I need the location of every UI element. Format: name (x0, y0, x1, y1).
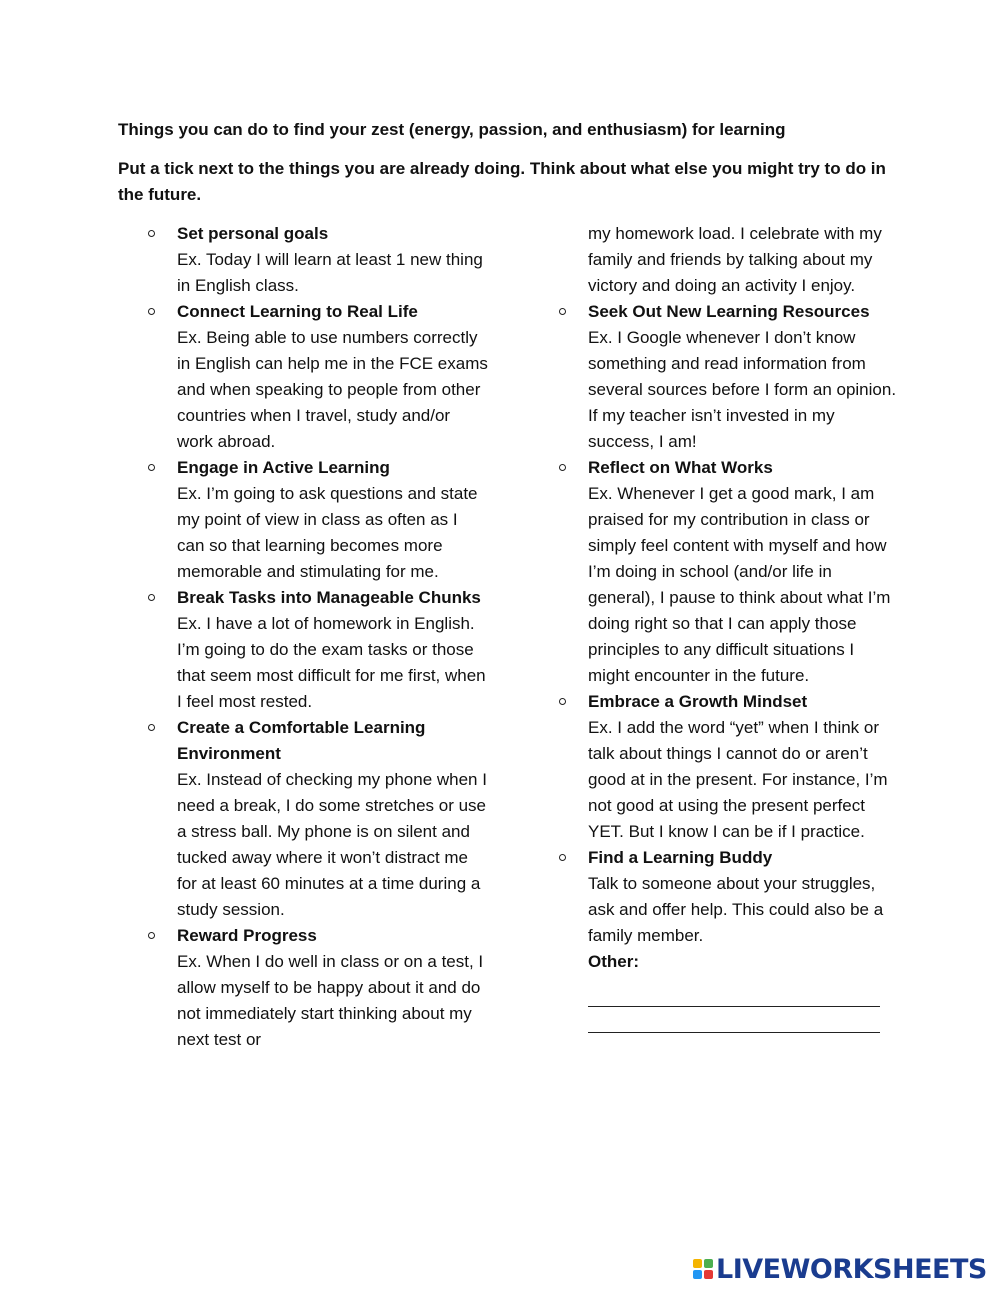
list-item (559, 845, 899, 1033)
list-item (148, 923, 488, 1053)
circle-bullet-icon (148, 724, 155, 731)
item-text: Ex. When I do well in class or on a test, I allow myself to be happy about it and do not immediately start thinking about my next test or (177, 952, 484, 1049)
logo-square-icon (693, 1259, 702, 1268)
list-item (148, 455, 488, 585)
circle-bullet-icon (559, 308, 566, 315)
list-item (148, 221, 488, 299)
circle-bullet-icon (148, 464, 155, 471)
logo-mark-icon (693, 1259, 713, 1279)
item-title: Find a Learning Buddy (588, 848, 773, 867)
list-item (559, 299, 899, 455)
right-column (559, 221, 899, 1033)
item-text-continuation: my homework load. I celebrate with my family and friends by talking about my victory and doing an activity I enjoy. (588, 224, 882, 295)
page-title: Things you can do to find your zest (energy, passion, and enthusiasm) for learning (118, 120, 786, 139)
item-title: Reflect on What Works (588, 458, 773, 477)
item-text: Talk to someone about your struggles, ask and offer help. This could also be a family member. (588, 874, 884, 945)
instructions: Put a tick next to the things you are already doing. Think about what else you might try to do in the future. (118, 159, 886, 204)
item-title: Set personal goals (177, 224, 329, 243)
logo-square-icon (704, 1270, 713, 1279)
circle-bullet-icon (559, 464, 566, 471)
item-text: Ex. Instead of checking my phone when I need a break, I do some stretches or use a stress ball. My phone is on silent and tucked away where it won’t distract me for at least 60 minutes at a time during a study session. (177, 770, 487, 919)
left-column (148, 221, 488, 1053)
other-answer-line-2[interactable] (588, 1007, 880, 1033)
list-item (148, 299, 488, 455)
item-text: Ex. Today I will learn at least 1 new thing in English class. (177, 250, 483, 295)
logo-square-icon (693, 1270, 702, 1279)
circle-bullet-icon (148, 308, 155, 315)
logo-square-icon (704, 1259, 713, 1268)
item-title: Embrace a Growth Mindset (588, 692, 808, 711)
list-item (148, 585, 488, 715)
logo-text: LIVEWORKSHEETS (716, 1253, 987, 1285)
item-title: Engage in Active Learning (177, 458, 390, 477)
circle-bullet-icon (148, 594, 155, 601)
item-title: Connect Learning to Real Life (177, 302, 418, 321)
item-text: Ex. I add the word “yet” when I think or talk about things I cannot do or aren’t good at in the present. For instance, I’m not good at using the present perfect YET. But I know I can be if I practice. (588, 718, 888, 841)
item-text: Ex. I’m going to ask questions and state my point of view in class as often as I can so that learning becomes more memorable and stimulating for me. (177, 484, 478, 581)
item-text: Ex. Whenever I get a good mark, I am praised for my contribution in class or simply feel content with myself and how I’m doing in school (and/or life in general), I pause to think about what I’m doing right so that I can apply those principles to any difficult situations I might encounter in the future. (588, 484, 891, 685)
circle-bullet-icon (559, 698, 566, 705)
list-item (559, 455, 899, 689)
list-item (148, 715, 488, 923)
item-title: Reward Progress (177, 926, 317, 945)
list-item (559, 689, 899, 845)
item-title: Break Tasks into Manageable Chunks (177, 588, 481, 607)
item-title: Create a Comfortable Learning Environment (177, 718, 426, 763)
circle-bullet-icon (148, 932, 155, 939)
liveworksheets-logo (693, 1252, 987, 1286)
item-text: Ex. Being able to use numbers correctly in English can help me in the FCE exams and when speaking to people from other countries when I travel, study and/or work abroad. (177, 328, 488, 451)
item-text: Ex. I have a lot of homework in English. I’m going to do the exam tasks or those that seem most difficult for me first, when I feel most rested. (177, 614, 486, 711)
other-answer-line-1[interactable] (588, 975, 880, 1007)
circle-bullet-icon (559, 854, 566, 861)
item-text: Ex. I Google whenever I don’t know something and read information from several sources before I form an opinion. If my teacher isn’t invested in my success, I am! (588, 328, 897, 451)
other-label: Other: (588, 952, 639, 971)
item-title: Seek Out New Learning Resources (588, 302, 870, 321)
circle-bullet-icon (148, 230, 155, 237)
